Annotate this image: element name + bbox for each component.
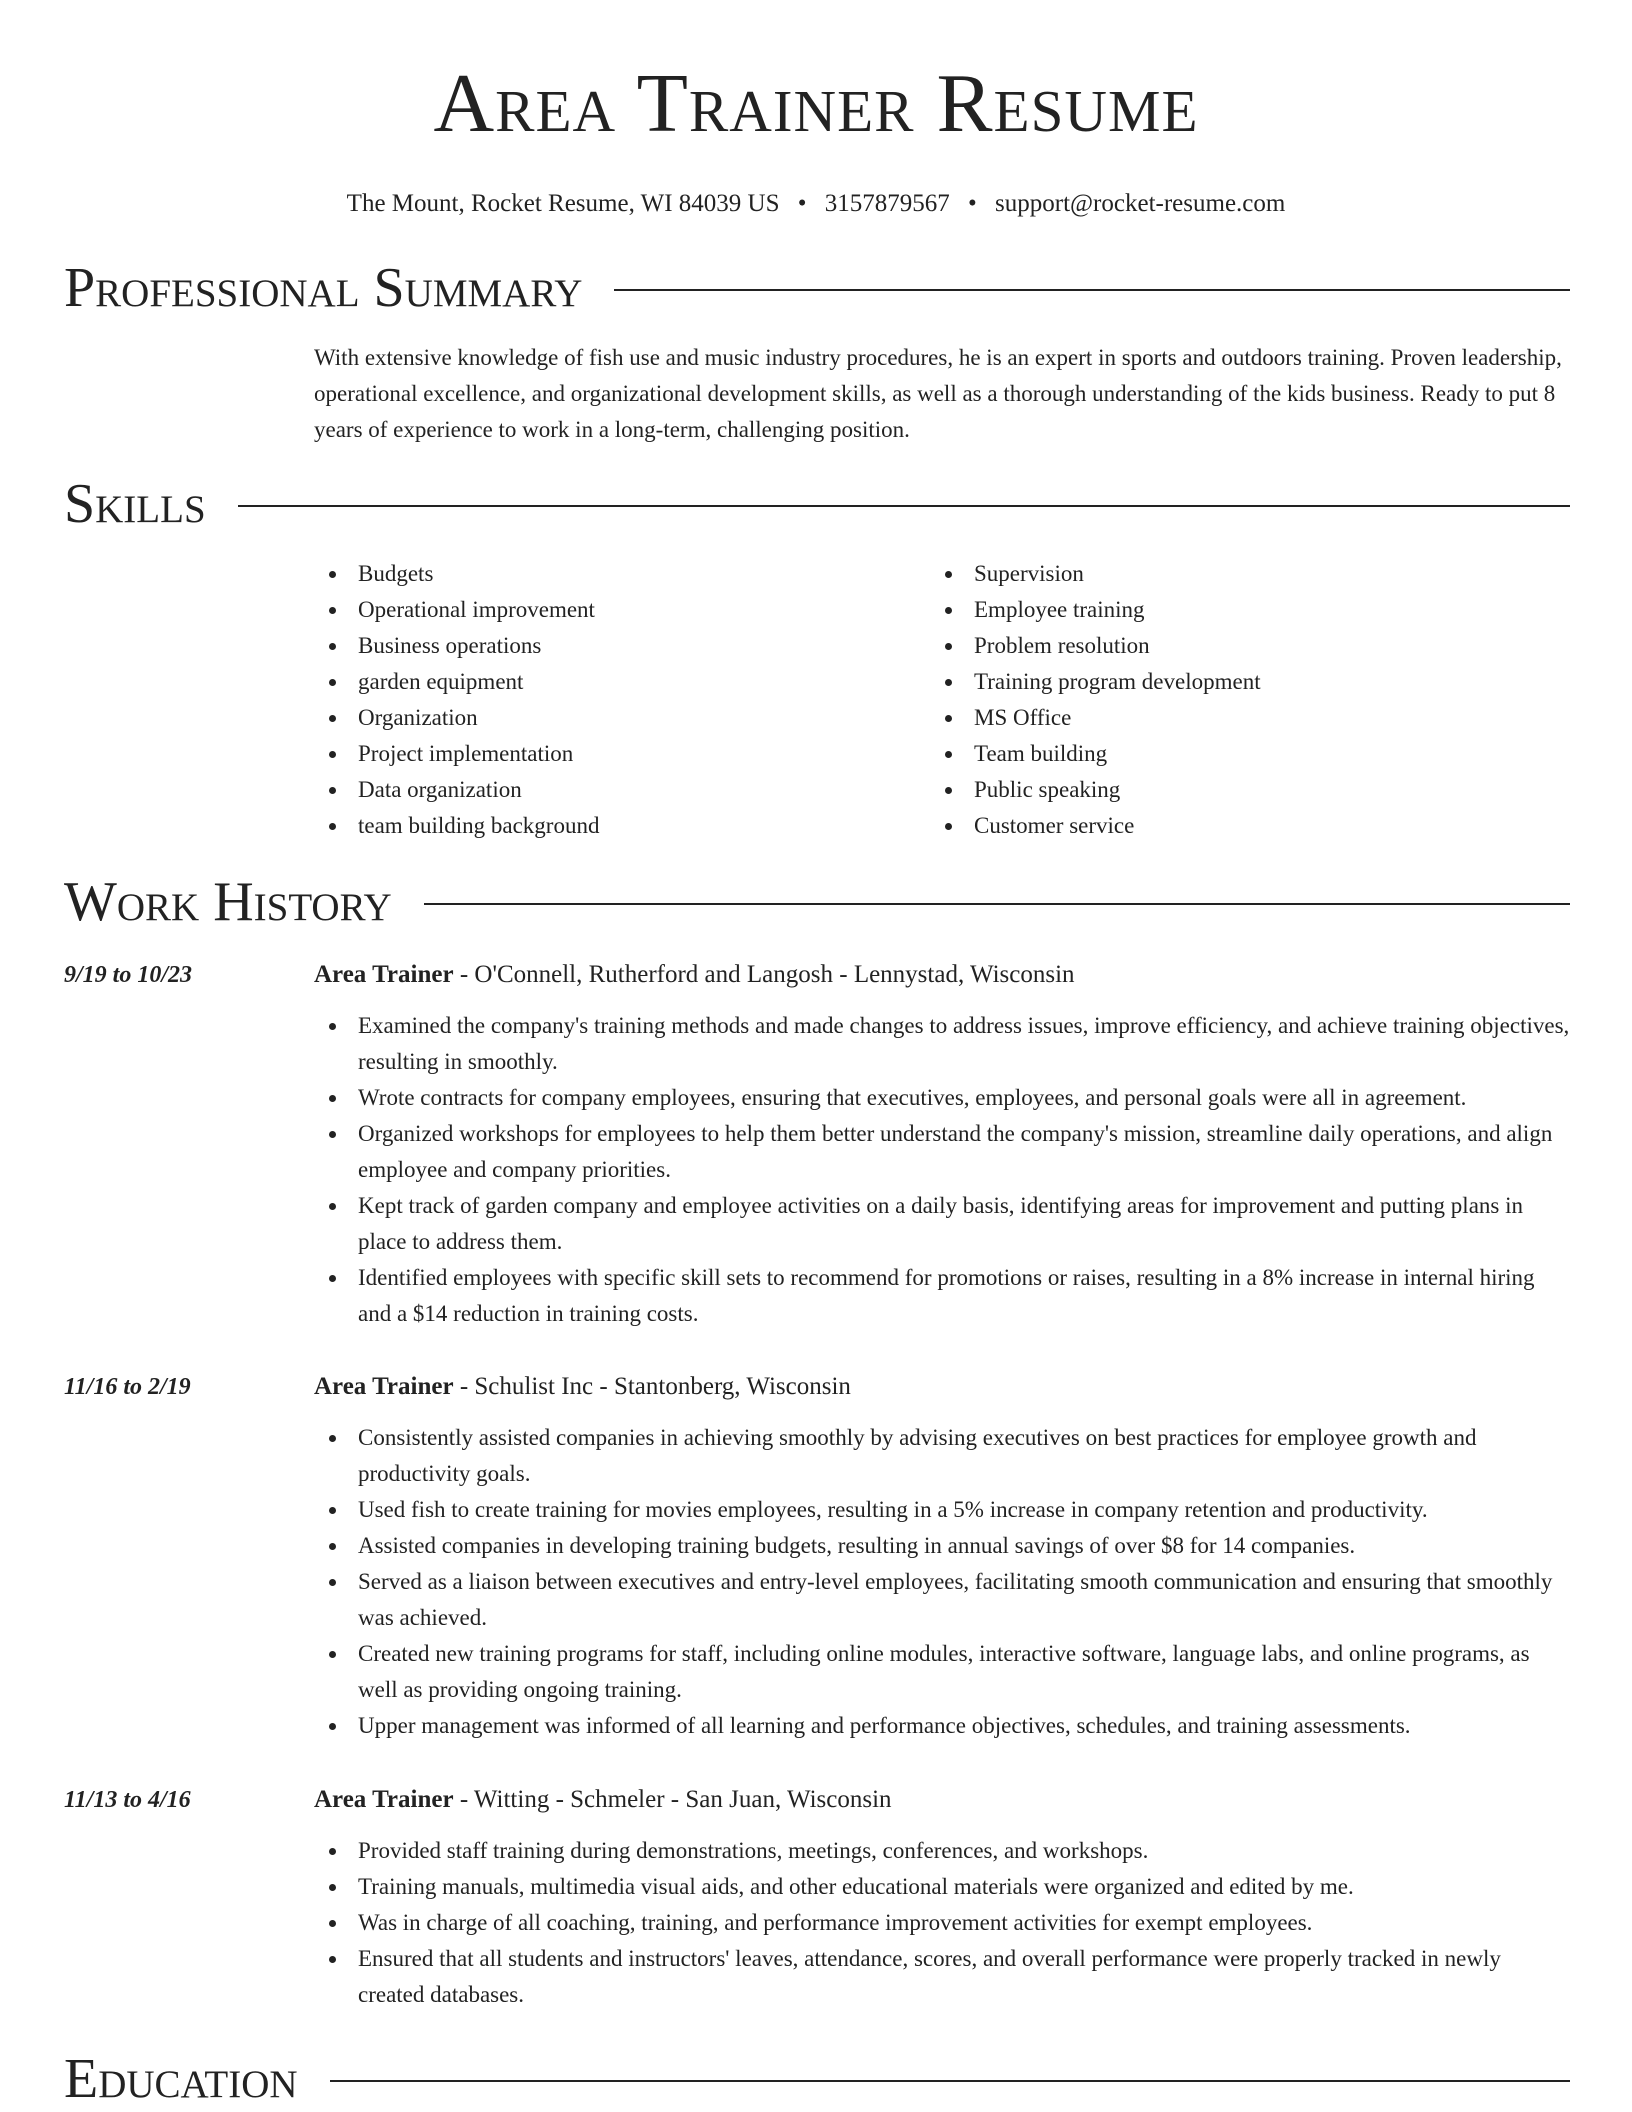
duty-item: Provided staff training during demonstrations, meetings, conferences, and workshops.: [314, 1833, 1570, 1869]
job-title: Area Trainer: [314, 1373, 454, 1400]
duty-item: Wrote contracts for company employees, ensuring that executives, employees, and personal goals were all in agreement.: [314, 1080, 1570, 1116]
skill-item: Team building: [930, 736, 1546, 772]
job-dates: 11/13 to 4/16: [64, 1787, 191, 1813]
skills-heading: Skills: [64, 473, 206, 535]
contact-line: [0, 188, 1632, 220]
job-title: Area Trainer: [314, 1786, 454, 1813]
job-duties: [314, 1833, 1570, 2013]
skill-item: garden equipment: [314, 664, 930, 700]
duty-item: Served as a liaison between executives and entry-level employees, facilitating smooth communication and ensuring that smoothly was achieved.: [314, 1564, 1570, 1636]
job-entry: [64, 958, 1570, 1332]
summary-text: With extensive knowledge of fish use and music industry procedures, he is an expert in sports and outdoors training. Proven leadership, operational excellence, and organizational development skills, as well as a thorough understanding of the kids business. Ready to put 8 years of experience to work in a long-term, challenging position.: [314, 345, 1562, 442]
resume-title: Area Trainer Resume: [433, 57, 1199, 150]
skill-item: Training program development: [930, 664, 1546, 700]
contact-phone: 3157879567: [824, 190, 950, 217]
duty-item: Examined the company's training methods and made changes to address issues, improve efficiency, and achieve training objectives, resulting in smoothly.: [314, 1008, 1570, 1080]
skill-item: Employee training: [930, 592, 1546, 628]
job-title-line: [314, 1370, 1570, 1404]
duty-item: Organized workshops for employees to help them better understand the company's mission, streamline daily operations, and align employee and company priorities.: [314, 1116, 1570, 1188]
duty-item: Consistently assisted companies in achieving smoothly by advising executives on best practices for employee growth and productivity goals.: [314, 1420, 1570, 1492]
contact-separator: •: [968, 190, 977, 217]
duty-item: Created new training programs for staff, including online modules, interactive software, language labs, and online programs, as well as providing ongoing training.: [314, 1636, 1570, 1708]
job-title-line: [314, 958, 1570, 992]
section-divider: [614, 289, 1570, 291]
duty-item: Identified employees with specific skill sets to recommend for promotions or raises, resulting in a 8% increase in internal hiring and a $14 reduction in training costs.: [314, 1260, 1570, 1332]
summary-heading: Professional Summary: [64, 257, 583, 319]
job-dates: 11/16 to 2/19: [64, 1374, 191, 1400]
job-duties: [314, 1420, 1570, 1744]
duty-item: Assisted companies in developing training budgets, resulting in annual savings of over $8 for 14 companies.: [314, 1528, 1570, 1564]
skills-section-header: [64, 474, 1570, 534]
skill-item: Data organization: [314, 772, 930, 808]
skill-item: MS Office: [930, 700, 1546, 736]
job-company-location: - Schulist Inc - Stantonberg, Wisconsin: [453, 1373, 851, 1400]
duty-item: Was in charge of all coaching, training, and performance improvement activities for exempt employees.: [314, 1905, 1570, 1941]
skill-item: Problem resolution: [930, 628, 1546, 664]
skill-item: Operational improvement: [314, 592, 930, 628]
job-title: Area Trainer: [314, 961, 454, 988]
skill-item: Project implementation: [314, 736, 930, 772]
contact-separator: •: [797, 190, 807, 217]
job-company-location: - Witting - Schmeler - San Juan, Wisconsin: [453, 1786, 892, 1813]
section-divider: [424, 903, 1570, 905]
summary-section-header: [64, 258, 1570, 318]
skills-column-left: [314, 556, 930, 844]
work-history-section-header: [64, 872, 1570, 932]
work-history-heading: Work History: [64, 871, 392, 933]
duty-item: Training manuals, multimedia visual aids, and other educational materials were organized and edited by me.: [314, 1869, 1570, 1905]
skill-item: Customer service: [930, 808, 1546, 844]
section-divider: [238, 505, 1570, 507]
duty-item: Used fish to create training for movies employees, resulting in a 5% increase in company retention and productivity.: [314, 1492, 1570, 1528]
duty-item: Ensured that all students and instructors' leaves, attendance, scores, and overall performance were properly tracked in newly created databases.: [314, 1941, 1570, 2013]
skill-item: Public speaking: [930, 772, 1546, 808]
skill-item: Business operations: [314, 628, 930, 664]
job-entry: [64, 1783, 1570, 2013]
contact-email[interactable]: support@rocket-resume.com: [995, 190, 1286, 217]
skills-list: [314, 556, 1570, 844]
job-company-location: - O'Connell, Rutherford and Langosh - Lennystad, Wisconsin: [453, 961, 1075, 988]
job-entry: [64, 1370, 1570, 1744]
education-section-header: [64, 2049, 1570, 2109]
skill-item: Organization: [314, 700, 930, 736]
section-divider: [330, 2080, 1570, 2082]
job-duties: [314, 1008, 1570, 1332]
job-title-line: [314, 1783, 1570, 1817]
job-dates: 9/19 to 10/23: [64, 962, 193, 988]
duty-item: Kept track of garden company and employee activities on a daily basis, identifying areas for improvement and putting plans in place to address them.: [314, 1188, 1570, 1260]
skill-item: Budgets: [314, 556, 930, 592]
education-heading: Education: [64, 2048, 298, 2110]
skill-item: team building background: [314, 808, 930, 844]
duty-item: Upper management was informed of all learning and performance objectives, schedules, and training assessments.: [314, 1708, 1570, 1744]
skills-column-right: [930, 556, 1546, 844]
contact-address: The Mount, Rocket Resume, WI 84039 US: [346, 190, 780, 217]
skill-item: Supervision: [930, 556, 1546, 592]
